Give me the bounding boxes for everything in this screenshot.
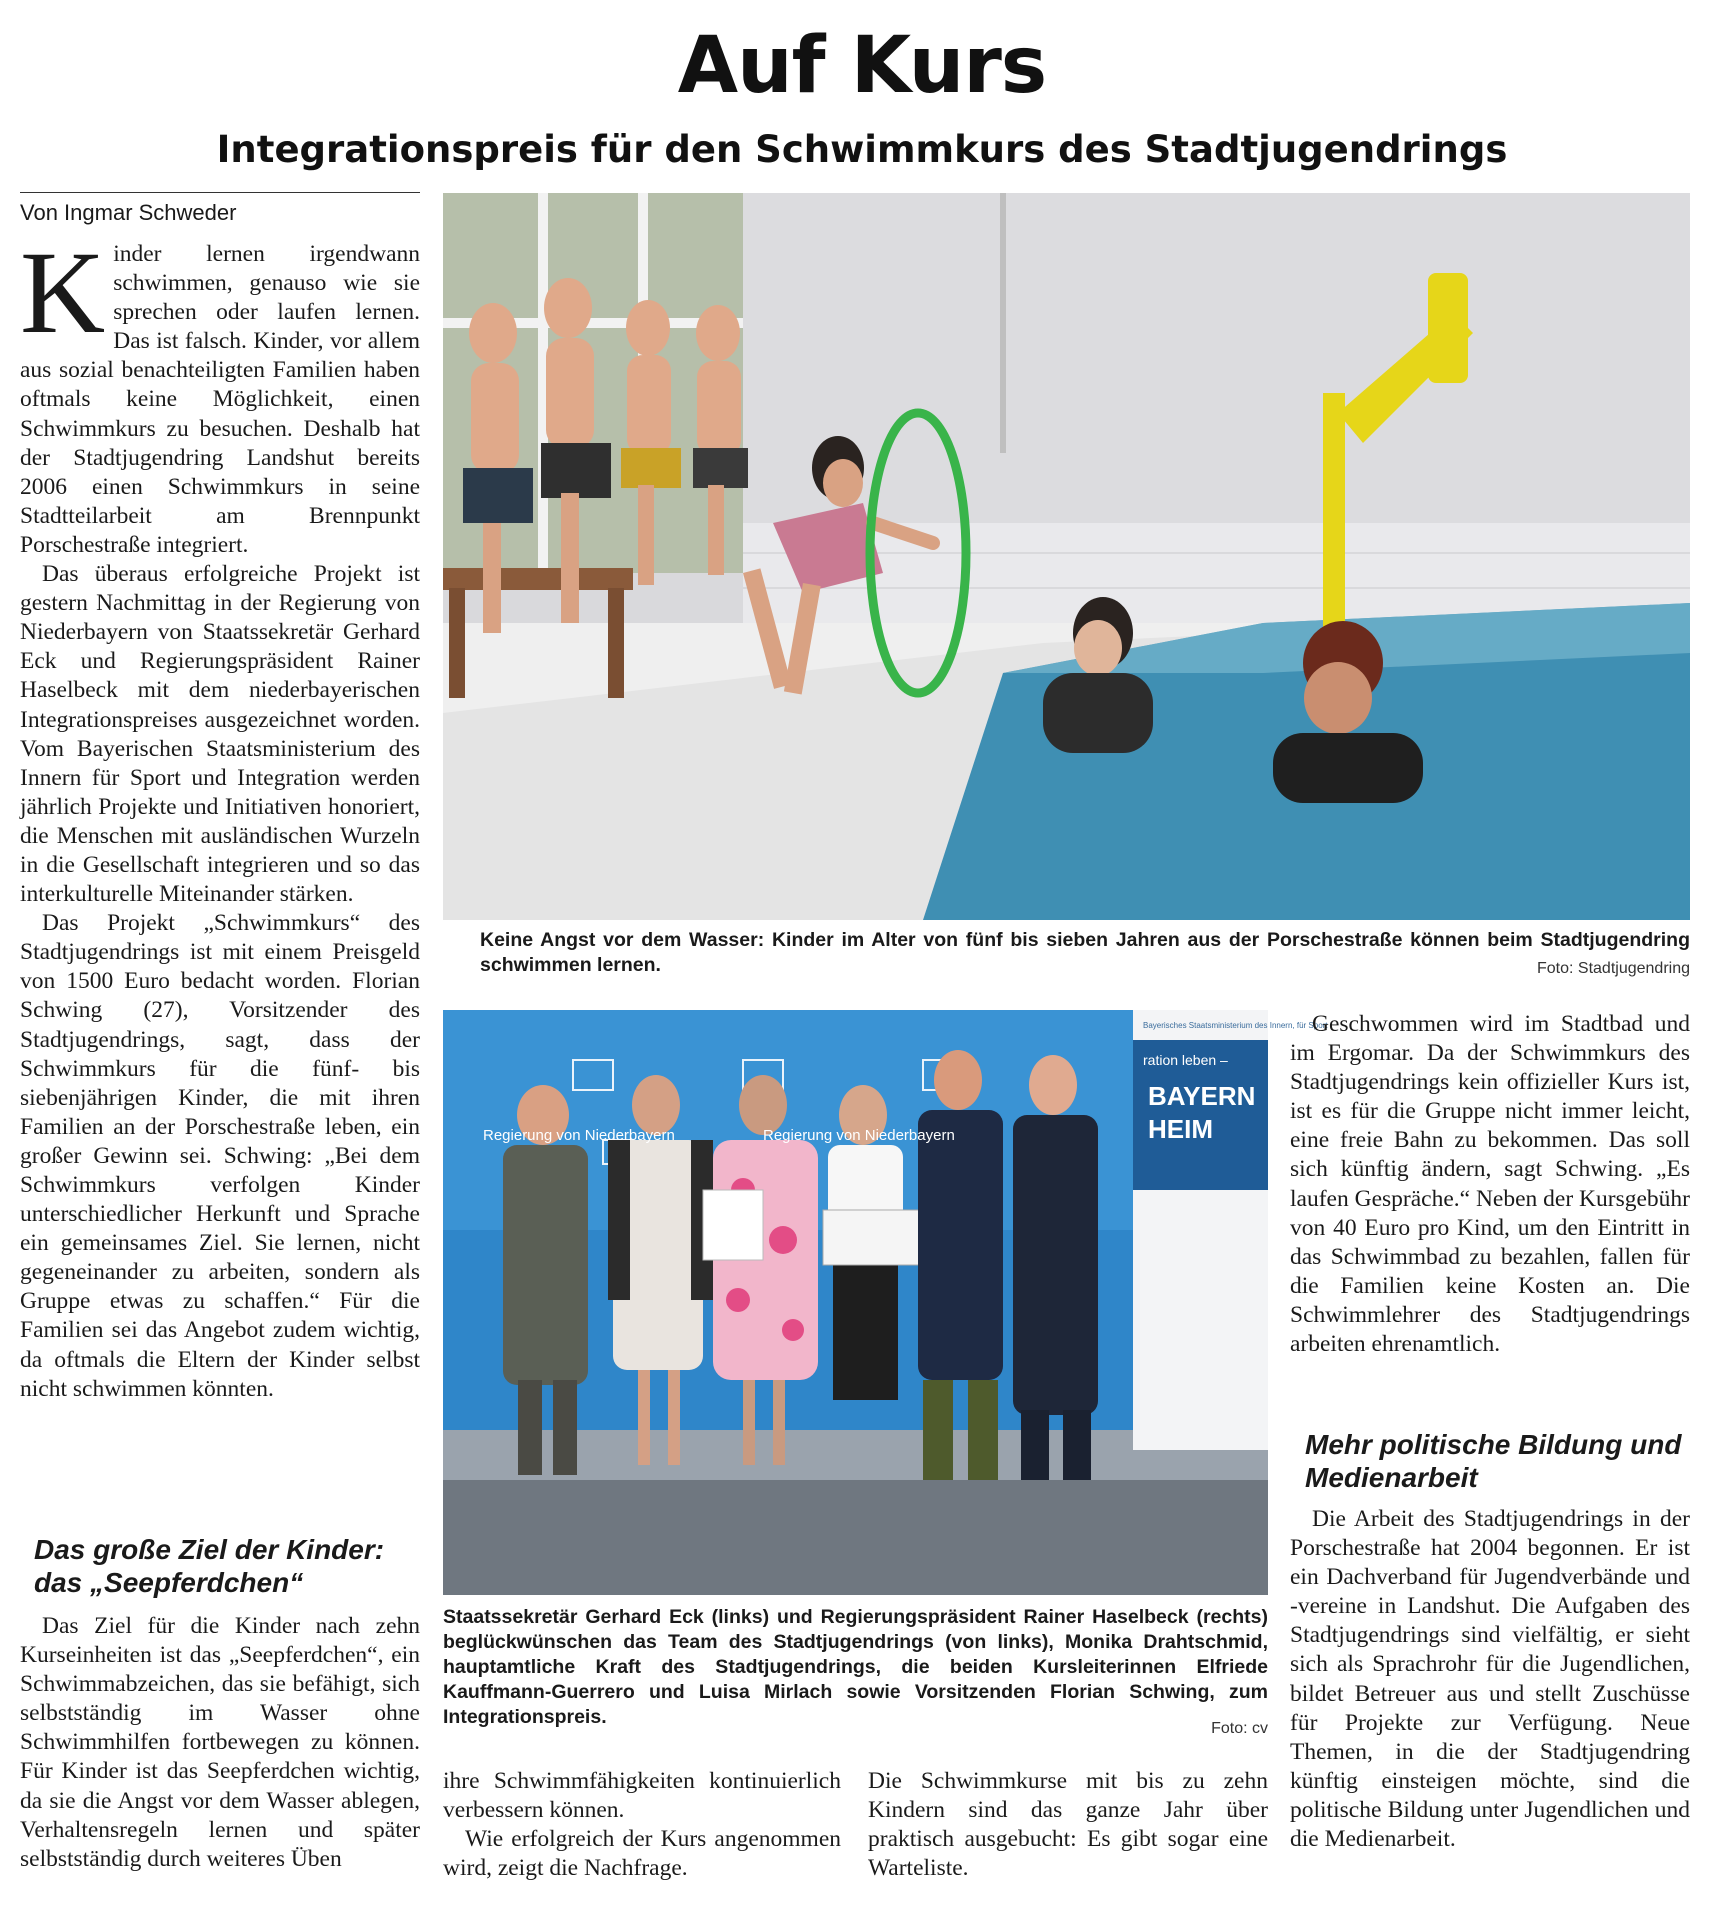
column-2-bottom xyxy=(443,1767,841,1883)
column-4 xyxy=(1290,1010,1690,1359)
backdrop-text-mid: Regierung von Niederbayern xyxy=(763,1127,955,1144)
paragraph-col2-1: ihre Schwimmfähigkeiten kontinuierlich verbessern können. xyxy=(443,1768,841,1824)
pool-photo-credit: Foto: Stadtjugendring xyxy=(1537,960,1690,977)
column-1-bottom xyxy=(20,1612,420,1874)
paragraph-3: Das Projekt „Schwimmkurs“ des Stadtjugendrings ist mit einem Preisgeld von 1500 Euro bedacht worden. Florian Schwing (27), Vorsitzender des Stadtjugendrings, sagt, dass der Schwimmkurs für die fünf- bis siebenjährigen Kinder, die mit ihren Familien an der Porschestraße leben, ein großer Gewinn sei. Schwing: „Bei dem Schwimmkurs verfolgen Kinder unterschiedlicher Herkunft und Sprache ein gemeinsames Ziel. Sie lernen, nicht gegeneinander zu arbeiten, sondern als Gruppe etwas zu schaffen.“ Für die Familien sei das Angebot zudem wichtig, da oftmals die Eltern der Kinder selbst nicht schwimmen könnten. xyxy=(20,910,420,1402)
dropcap: K xyxy=(20,227,106,358)
banner-top-text: Bayerisches Staatsministerium des Innern, für Sport xyxy=(1143,1021,1328,1030)
award-photo-credit: Foto: cv xyxy=(1211,1720,1268,1737)
column-3-bottom xyxy=(868,1767,1268,1883)
backdrop-text-left: Regierung von Niederbayern xyxy=(483,1127,675,1144)
byline-rule xyxy=(20,192,420,193)
byline: Von Ingmar Schweder xyxy=(20,200,237,225)
paragraph-2: Das überaus erfolgreiche Projekt ist gestern Nachmittag in der Regierung von Niederbayern von Staatssekretär Gerhard Eck und Regierungspräsident Rainer Haselbeck mit dem niederbayerischen Integrationspreises ausgezeichnet worden. Vom Bayerischen Staatsministerium des Innern für Sport und Integration werden jährlich Projekte und Initiativen honoriert, die Menschen mit ausländischen Wurzeln in die Gesellschaft integrieren und so das interkulturelle Miteinander stärken. xyxy=(20,561,420,908)
column-4-bottom xyxy=(1290,1505,1690,1854)
paragraph-1 xyxy=(20,227,420,560)
banner-line-3: HEIM xyxy=(1148,1114,1213,1144)
pool-photo xyxy=(443,193,1690,920)
paragraph-1-text: inder lernen irgendwann schwimmen, genauso wie sie sprechen oder laufen lernen. Das ist falsch. Kinder, vor allem aus sozial benachteiligten Familien haben oftmals keine Möglichkeit, einen Schwimmkurs zu besuchen. Deshalb hat der Stadtjugendring Landshut bereits 2006 einen Schwimmkurs in seine Stadtteilarbeit am Brennpunkt Porschestraße integriert. xyxy=(20,241,420,558)
paragraph-col2-2: Wie erfolgreich der Kurs angenommen wird, zeigt die Nachfrage. xyxy=(443,1826,841,1882)
pool-photo-caption: Keine Angst vor dem Wasser: Kinder im Alter von fünf bis sieben Jahren aus der Porschestraße können beim Stadtjugendring schwimmen lernen. xyxy=(480,929,1690,976)
paragraph-col4-2: Die Arbeit des Stadtjugendrings in der Porschestraße hat 2004 begonnen. Er ist ein Dachverband für Jugendverbände und -vereine in Landshut. Die Aufgaben des Stadtjugendrings sind vielfältig, er sieht sich als Sprachrohr für die Jugendlichen, bildet Betreuer aus und stellt Zuschüsse für Projekte zur Verfügung. Neue Themen, in die der Stadtjugendring künftig einsteigen möchte, sind die politische Bildung unter Jugendlichen und die Medienarbeit. xyxy=(1290,1506,1690,1853)
pool-illustration xyxy=(443,193,1690,920)
paragraph-col3-1: Die Schwimmkurse mit bis zu zehn Kindern sind das ganze Jahr über praktisch ausgebucht: Es gibt sogar eine Warteliste. xyxy=(868,1768,1268,1882)
banner-line-1: ration leben – xyxy=(1143,1052,1228,1068)
subheadline: Integrationspreis für den Schwimmkurs des Stadtjugendrings xyxy=(216,128,1508,171)
headline: Auf Kurs xyxy=(677,21,1047,111)
banner-line-2: BAYERN xyxy=(1148,1081,1256,1111)
award-photo-caption: Staatssekretär Gerhard Eck (links) und Regierungspräsident Rainer Haselbeck (rechts) beglückwünschen das Team des Stadtjugendrings (von links), Monika Drahtschmid, hauptamtliche Kraft des Stadtjugendrings, die beiden Kursleiterinnen Elfriede Kauffmann-Guerrero und Luisa Mirlach sowie Vorsitzenden Florian Schwing, zum Integrationspreis. xyxy=(443,1606,1268,1728)
award-photo xyxy=(443,1010,1328,1595)
subheading-politische-bildung: Mehr politische Bildung und Medienarbeit xyxy=(1305,1429,1682,1493)
paragraph-col4-1: Geschwommen wird im Stadtbad und im Ergomar. Da der Schwimmkurs des Stadtjugendrings kein offizieller Kurs ist, ist es für die Gruppe nicht immer leicht, eine freie Bahn zu bekommen. Das soll sich künftig ändern, sagt Schwing. „Es laufen Gespräche.“ Neben der Kursgebühr von 40 Euro pro Kind, um den Eintritt in das Schwimmbad zu bezahlen, fallen für die Familien keine Kosten an. Die Schwimmlehrer des Stadtjugendrings arbeiten ehrenamtlich. xyxy=(1290,1011,1690,1358)
subheading-seepferdchen: Das große Ziel der Kinder: das „Seepferdchen“ xyxy=(34,1534,385,1598)
paragraph-4: Das Ziel für die Kinder nach zehn Kurseinheiten ist das „Seepferdchen“, ein Schwimmabzeichen, das sie befähigt, sich selbstständig im Wasser ohne Schwimmhilfen fortbewegen zu können. Für Kinder ist das Seepferdchen wichtig, da sie die Angst vor dem Wasser ablegen, Verhaltensregeln lernen und später selbstständig durch weiteres Üben xyxy=(20,1613,420,1872)
column-1 xyxy=(20,227,420,1404)
award-illustration xyxy=(443,1010,1328,1595)
